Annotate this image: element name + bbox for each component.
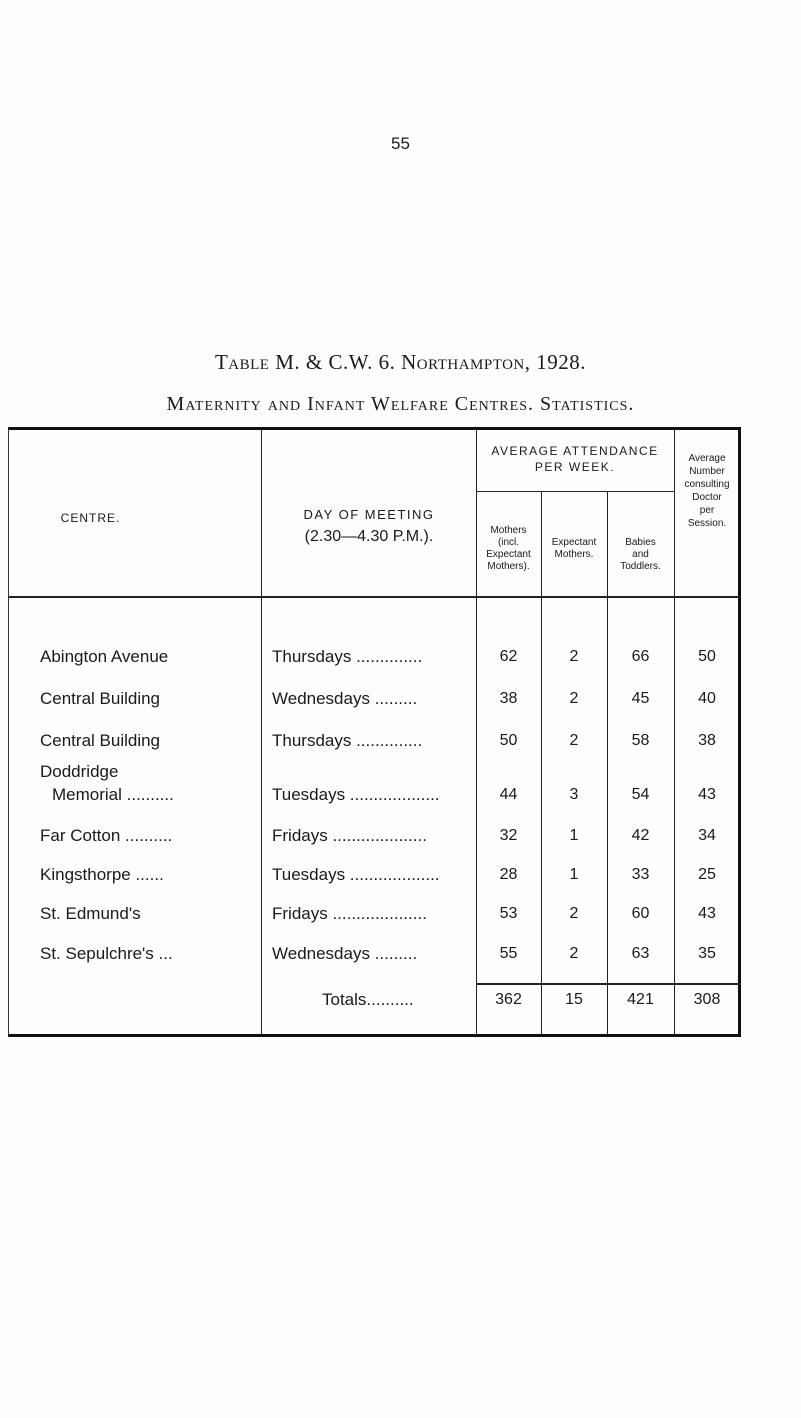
header-doctor-line1: Average [688,453,726,464]
header-mothers-line1: Mothers [490,525,527,536]
table-row-mothers: 53 [499,905,518,922]
header-doctor-line6: Session. [687,518,727,529]
table-row-doctor: 50 [698,648,716,665]
table-row-expectant: 2 [569,945,579,962]
header-doctor-line3: consulting [684,479,730,490]
header-doctor-consultations [674,452,740,530]
table-row-mothers: 28 [499,866,518,883]
table-row-babies: 58 [631,732,650,749]
header-mothers [476,525,541,573]
header-mothers-line2: (incl. [497,537,520,548]
table-row-centre: Central Building [40,731,161,750]
table-row-day: Wednesdays ......... [272,944,418,963]
totals-mothers: 362 [495,991,522,1008]
totals-label: Totals.......... [322,990,414,1009]
table-row-babies: 63 [631,945,650,962]
table-row-babies: 54 [631,786,650,803]
table-row-mothers: 50 [499,732,518,749]
table-row-centre: St. Edmund's [40,904,141,923]
header-expectant-line1: Expectant [551,537,597,548]
header-doctor-line2: Number [689,466,725,477]
table-row-expectant: 1 [569,866,579,883]
table-row-babies: 45 [631,690,650,707]
table-row-centre: Memorial .......... [52,785,174,804]
table-row-centre-line1: Doddridge [40,762,119,781]
table-row-centre: Abington Avenue [40,647,169,666]
table-row-expectant: 2 [569,732,579,749]
table-row-mothers: 44 [499,786,518,803]
header-mothers-line4: Mothers). [487,561,530,572]
table-row-doctor: 25 [698,866,716,883]
table-row-expectant: 2 [569,648,579,665]
header-babies-line1: Babies [625,537,656,548]
table-row-day: Tuesdays ................... [272,865,440,884]
table-row-day: Thursdays .............. [272,731,423,750]
header-average-attendance-line1: AVERAGE ATTENDANCE [491,444,659,458]
table-row-expectant: 2 [569,905,579,922]
table-row-doctor: 40 [698,690,716,707]
header-meeting-time: (2.30—4.30 P.M.). [304,528,434,545]
totals-rule [476,983,740,985]
totals-doctor: 308 [693,991,721,1008]
header-day-of-meeting: DAY OF MEETING [303,507,435,522]
table-row-day: Wednesdays ......... [272,689,418,708]
table-row-babies: 42 [631,827,650,844]
header-doctor-line4: Doctor [692,492,722,503]
table-title: Table M. & C.W. 6. Northampton, 1928. [214,350,587,374]
page-number: 55 [391,134,410,153]
table-row-expectant: 3 [569,786,579,803]
table-row-mothers: 62 [499,648,518,665]
table-row-day: Fridays .................... [272,904,427,923]
header-babies-toddlers [607,537,674,573]
table-row-expectant: 1 [569,827,579,844]
header-expectant-line2: Mothers. [554,549,594,560]
table-row-babies: 33 [631,866,650,883]
table-row-centre: Kingsthorpe ...... [40,865,164,884]
table-row-doctor: 38 [698,732,716,749]
table-row-centre: St. Sepulchre's ... [40,944,173,963]
table-row-mothers: 55 [499,945,518,962]
table-row-mothers: 32 [499,827,518,844]
table-row-doctor: 43 [698,905,716,922]
table-subtitle: Maternity and Infant Welfare Centres. Statistics. [166,393,635,415]
table-row-centre: Far Cotton .......... [40,826,173,845]
table-row-day: Fridays .................... [272,826,427,845]
table-row-mothers: 38 [499,690,518,707]
table-row-babies: 60 [631,905,650,922]
table-row-day: Thursdays .............. [272,647,423,666]
header-bottom-rule [9,596,739,598]
header-average-attendance-line2: PER WEEK. [534,460,616,474]
header-average-attendance [476,443,674,475]
table-row-doctor: 34 [698,827,716,844]
table-row-doctor: 43 [698,786,716,803]
table-row-centre: Central Building [40,689,161,708]
table-row-babies: 66 [631,648,650,665]
table-row-expectant: 2 [569,690,579,707]
totals-expectant: 15 [565,991,583,1008]
header-expectant-mothers [541,537,607,561]
header-babies-line2: and [632,549,649,560]
table-row-day: Tuesdays ................... [272,785,440,804]
header-doctor-line5: per [699,505,715,516]
header-subdivider [476,491,674,492]
table-row-doctor: 35 [698,945,716,962]
header-mothers-line3: Expectant [486,549,531,560]
header-babies-line3: Toddlers. [620,561,661,572]
header-centre: CENTRE. [60,511,121,525]
totals-babies: 421 [627,991,654,1008]
